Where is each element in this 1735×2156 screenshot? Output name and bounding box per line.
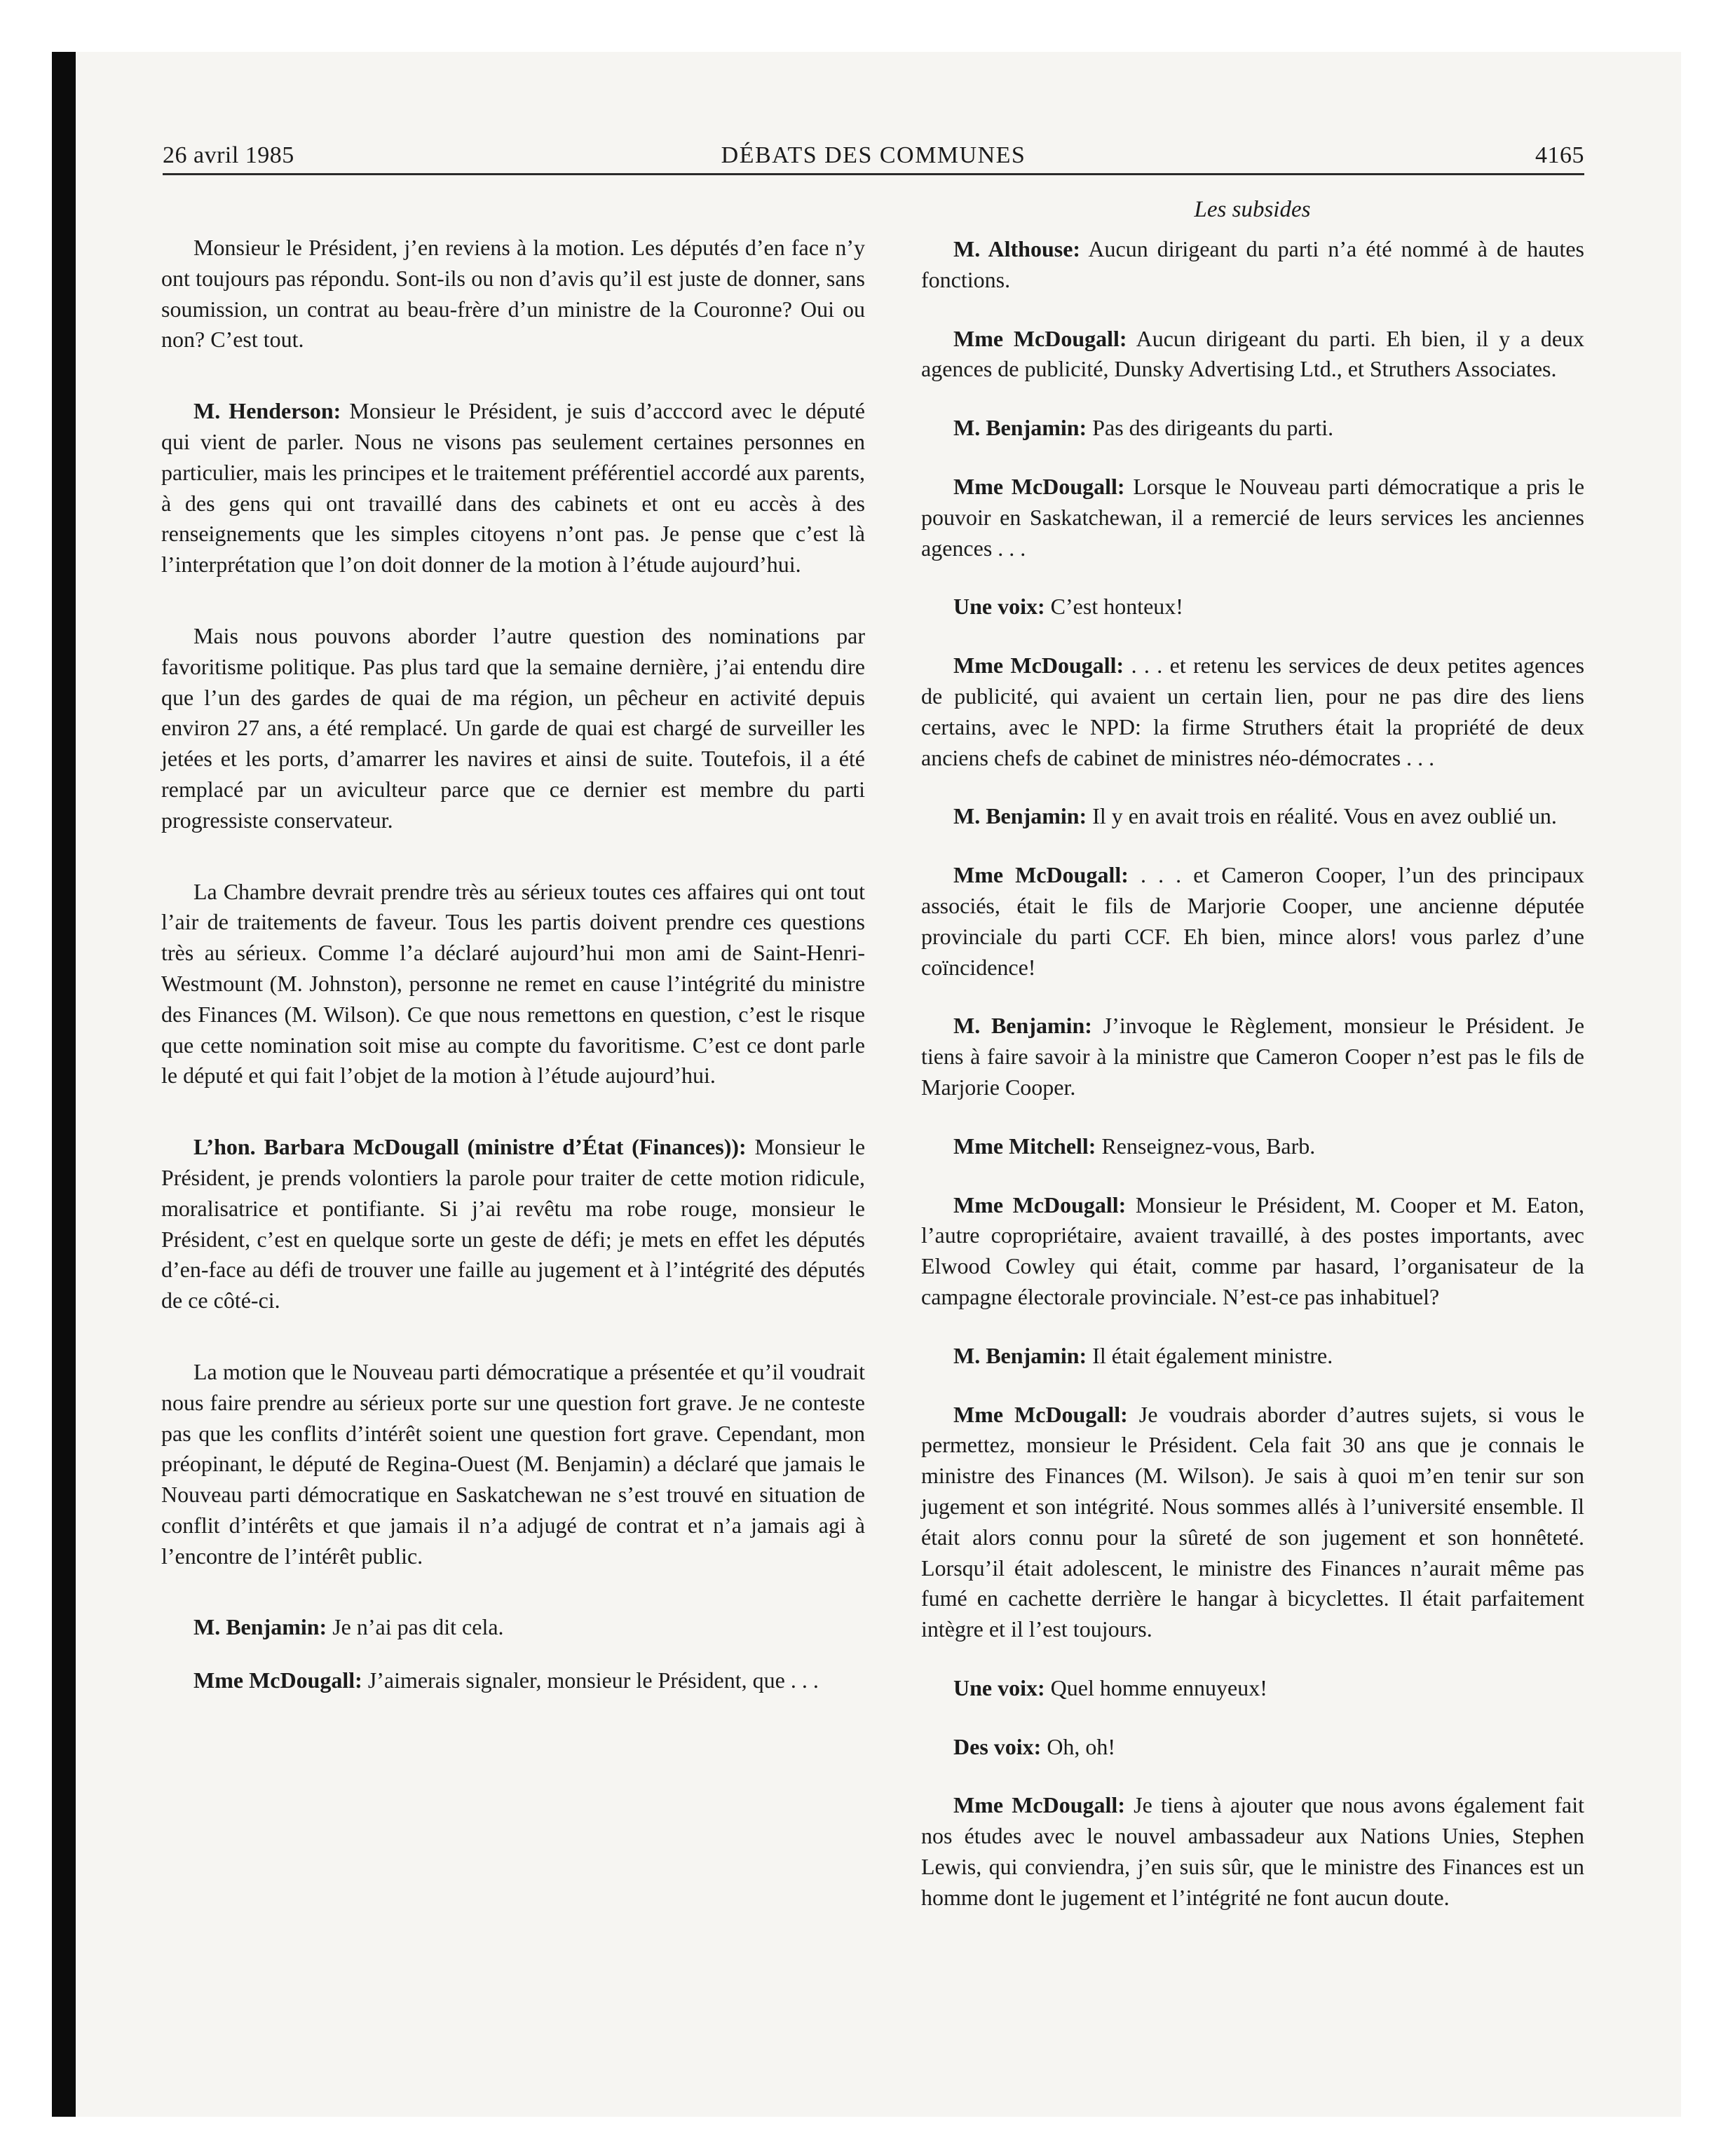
paragraph [921, 234, 1584, 296]
header-title: DÉBATS DES COMMUNES [721, 142, 1026, 168]
paragraph [921, 1400, 1584, 1645]
speaker-name: M. Benjamin: [953, 1013, 1092, 1039]
paragraph-text: J’invoque le Règlement, monsieur le Président. Je tiens à faire savoir à la ministre que Cameron Cooper n’est pas le fils de Marjorie Cooper. [921, 1013, 1585, 1100]
paragraph [921, 592, 1584, 622]
header-rule [163, 173, 1584, 175]
paragraph [921, 1190, 1584, 1313]
paragraph-text: Mais nous pouvons aborder l’autre question des nominations par favoritisme politique. Pas plus tard que la semaine dernière, j’ai entendu dire que l’un des gardes de quai de ma région, un pêcheur en activité depuis environ 27 ans, a été remplacé. Un garde de quai est chargé de surveiller les jetées et les ports, d’amarrer les navires et ainsi de suite. Toutefois, il a été remplacé par un aviculteur parce que ce dernier est membre du parti progressiste conservateur. [161, 622, 865, 833]
paragraph-text: Renseignez-vous, Barb. [1101, 1133, 1316, 1159]
paragraph-text: Je n’ai pas dit cela. [332, 1614, 504, 1640]
speaker-name: M. Benjamin: [193, 1614, 327, 1640]
paragraph [921, 801, 1584, 832]
speaker-name: Mme McDougall: [953, 473, 1125, 499]
paragraph-text: Aucun dirigeant du parti n’a été nommé à de hautes fonctions. [921, 236, 1585, 292]
speaker-name: M. Benjamin: [953, 1342, 1087, 1368]
paragraph [161, 1665, 865, 1696]
paragraph-text: Oh, oh! [1047, 1733, 1116, 1759]
paragraph-text: Je tiens à ajouter que nous avons également fait nos études avec le nouvel ambassadeur aux Nations Unies, Stephen Lewis, qui conviendra, j’en suis sûr, que le ministre des Finances est un homme dont le jugement et l’intégrité ne font aucun doute. [921, 1792, 1585, 1910]
paragraph [161, 1132, 865, 1316]
paragraph [921, 1011, 1584, 1103]
paragraph-text: Aucun dirigeant du parti. Eh bien, il y a deux agences de publicité, Dunsky Advertising Ltd., et Struthers Associates. [921, 325, 1585, 382]
speaker-name: M. Benjamin: [953, 415, 1087, 441]
paragraph-text: Pas des dirigeants du parti. [1092, 415, 1334, 441]
paragraph [921, 650, 1584, 773]
paragraph [921, 1673, 1584, 1704]
header-date: 26 avril 1985 [163, 142, 294, 168]
paragraph [161, 621, 865, 836]
paragraph [921, 1732, 1584, 1763]
paragraph-text: Il était également ministre. [1092, 1342, 1333, 1368]
running-head [163, 137, 1584, 174]
page-number: 4165 [1535, 142, 1584, 168]
paragraph-text: Il y en avait trois en réalité. Vous en avez oublié un. [1092, 803, 1557, 829]
speaker-name: Mme McDougall: [953, 1401, 1128, 1427]
left-column [161, 233, 865, 1696]
paragraph [921, 1131, 1584, 1162]
paragraph-text: Monsieur le Président, j’en reviens à la motion. Les députés d’en face n’y ont toujours pas répondu. Sont-ils ou non d’avis qu’il est juste de donner, sans soumission, un contrat au beau-frère d’un ministre de la Couronne? Oui ou non? C’est tout. [161, 235, 865, 353]
speaker-name: Mme McDougall: [953, 1792, 1125, 1818]
paragraph-text: C’est honteux! [1050, 594, 1183, 620]
paragraph-text: Quel homme ennuyeux! [1050, 1674, 1267, 1700]
speaker-name: Mme McDougall: [193, 1667, 362, 1693]
paragraph [921, 413, 1584, 444]
paragraph [161, 233, 865, 355]
paragraph-text: . . . et Cameron Cooper, l’un des principaux associés, était le fils de Marjorie Cooper, une ancienne députée provinciale du parti CCF. Eh bien, mince alors! vous parlez d’une coïncidence! [921, 862, 1585, 980]
paragraph [921, 1790, 1584, 1913]
right-column [921, 234, 1584, 1913]
paragraph-text: Monsieur le Président, je suis d’acccord avec le député qui vient de parler. Nous ne visons pas seulement certaines personnes en particulier, mais les principes et le traitement préférentiel accordé aux parents, à des gens qui ont travaillé dans des cabinets et ont eu accès à des renseignements que les simples citoyens n’ont pas. Je pense que c’est là l’interprétation que l’on doit donner de la motion à l’étude aujourd’hui. [161, 398, 865, 578]
speaker-name: Des voix: [953, 1733, 1042, 1759]
speaker-name: Mme McDougall: [953, 1192, 1127, 1217]
speaker-name: Une voix: [953, 1674, 1045, 1700]
paragraph-text: La motion que le Nouveau parti démocratique a présentée et qu’il voudrait nous faire prendre au sérieux porte sur une question fort grave. Je ne conteste pas que les conflits d’intérêt soient une question fort grave. Cependant, mon préopinant, le député de Regina-Ouest (M. Benjamin) a déclaré que jamais le Nouveau parti démocratique en Saskatchewan ne s’est trouvé en situation de conflit d’intérêts et que jamais il n’a adjugé de contrat et n’a jamais agi à l’encontre de l’intérêt public. [161, 1358, 865, 1569]
paragraph-text: Lorsque le Nouveau parti démocratique a pris le pouvoir en Saskatchewan, il a remercié de leurs services les anciennes agences . . . [921, 473, 1585, 561]
paragraph [921, 324, 1584, 386]
paragraph [921, 472, 1584, 564]
speaker-name: L’hon. Barbara McDougall (ministre d’État (Finances)): [193, 1134, 747, 1160]
paragraph-text: . . . et retenu les services de deux petites agences de publicité, qui avaient un certain lien, pour ne pas dire des liens certains, avec le NPD: la firme Struthers était la propriété de deux anciens chefs de cabinet de ministres néo-démocrates . . . [921, 653, 1585, 770]
paragraph [921, 1341, 1584, 1372]
speaker-name: Mme McDougall: [953, 862, 1129, 888]
paragraph [161, 1612, 865, 1643]
paragraph [921, 860, 1584, 983]
paragraph-text: Monsieur le Président, M. Cooper et M. Eaton, l’autre copropriétaire, avaient travaillé, à des postes importants, avec Elwood Cowley qui était, comme par hasard, l’organisateur de la campagne électorale provinciale. N’est-ce pas inhabituel? [921, 1192, 1584, 1309]
paragraph [161, 396, 865, 580]
speaker-name: M. Althouse: [953, 236, 1081, 261]
paragraph-text: Monsieur le Président, je prends volontiers la parole pour traiter de cette motion ridicule, moralisatrice et pontifiante. Si j’ai revêtu ma robe rouge, monsieur le Président, c’est en quelque sorte un geste de défi; je mets en effet les députés d’en-face au défi de trouver une faille au jugement et à l’intégrité des députés de ce côté-ci. [161, 1134, 866, 1314]
speaker-name: Une voix: [953, 594, 1045, 620]
speaker-name: Mme Mitchell: [953, 1133, 1096, 1159]
speaker-name: Mme McDougall: [953, 325, 1127, 351]
paragraph-text: Je voudrais aborder d’autres sujets, si vous le permettez, monsieur le Président. Cela fait 30 ans que je connais le ministre des Finances (M. Wilson). Je sais à quoi m’en tenir sur son jugement et son intégrité. Nous sommes allés à l’université ensemble. Il était alors connu pour la sûreté de son jugement et son honnêteté. Lorsqu’il était adolescent, le ministre des Finances n’aurait même pas fumé en cachette derrière le hangar à bicyclettes. Il était parfaitement intègre et il l’est toujours. [921, 1401, 1585, 1642]
paragraph [161, 877, 865, 1092]
binding-edge [52, 52, 76, 2117]
speaker-name: M. Benjamin: [953, 803, 1087, 829]
paragraph-text: La Chambre devrait prendre très au sérieux toutes ces affaires qui ont tout l’air de traitements de faveur. Tous les partis doivent prendre ces questions très au sérieux. Comme l’a déclaré aujourd’hui mon ami de Saint-Henri-Westmount (M. Johnston), personne ne remet en cause l’intégrité du ministre des Finances (M. Wilson). Ce que nous remettons en question, c’est le risque que cette nomination soit mise au compte du favoritisme. C’est ce dont parle le député et qui fait l’objet de la motion à l’étude aujourd’hui. [161, 878, 865, 1089]
paragraph-text: J’aimerais signaler, monsieur le Président, que . . . [367, 1667, 819, 1693]
paragraph [161, 1357, 865, 1572]
section-label: Les subsides [1194, 197, 1311, 222]
speaker-name: M. Henderson: [193, 398, 341, 424]
speaker-name: Mme McDougall: [953, 653, 1124, 678]
